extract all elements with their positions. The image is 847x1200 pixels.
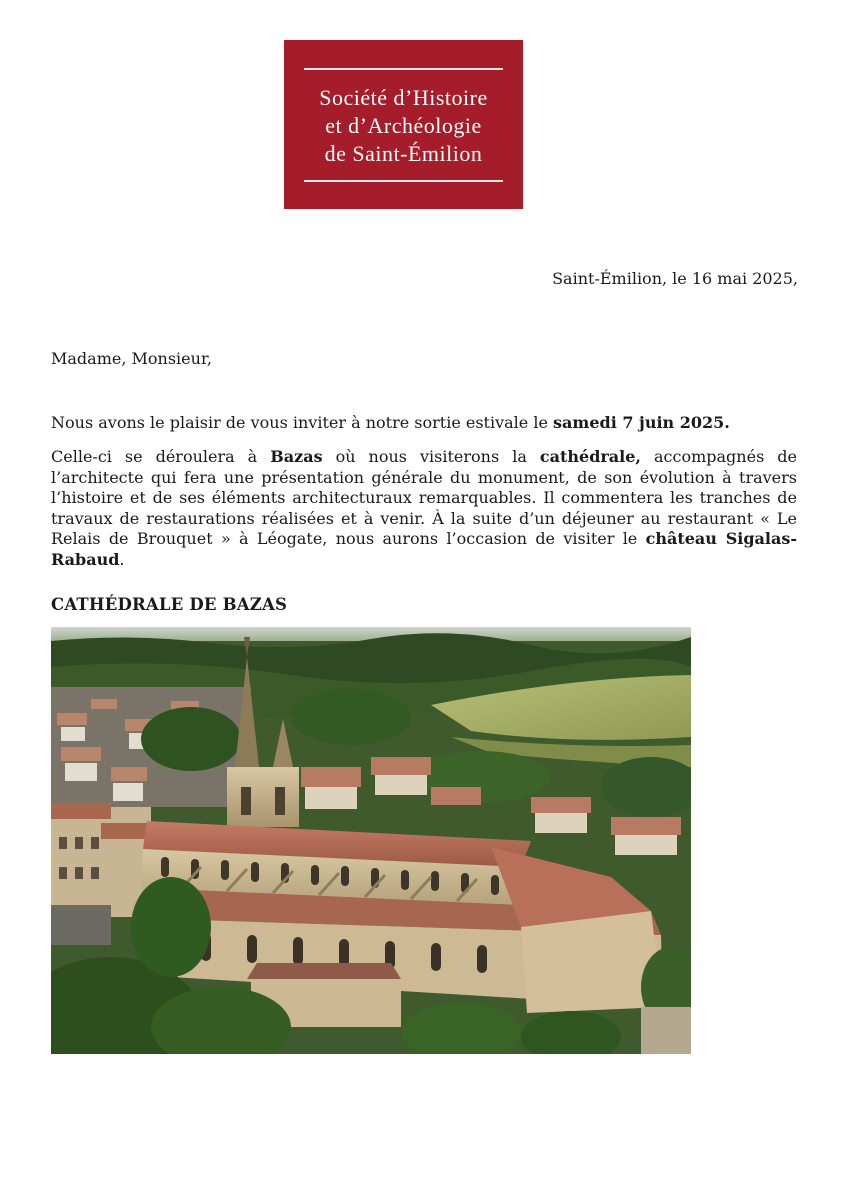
salutation: Madame, Monsieur, — [51, 349, 212, 368]
letter-date: Saint-Émilion, le 16 mai 2025, — [552, 269, 798, 288]
program-paragraph — [51, 447, 797, 570]
event-date: samedi 7 juin 2025. — [553, 413, 730, 432]
chateau-name: château Sigalas-Rabaud — [51, 529, 797, 569]
cathedral-photo — [51, 627, 691, 1054]
program-text-3: accompagnés de l’architecte qui fera une présentation générale du monument, de son évolution à travers l’histoire et de ses éléments architecturaux remarquables. Il commentera les tranches de travaux de restaurations réalisées et à venir. À la suite d’un déjeuner au restaurant « Le Relais de Brouquet » à Léogate, nous aurons l’occasion de visiter le — [51, 447, 798, 548]
logo-bottom-rule — [304, 180, 503, 182]
invitation-text: Nous avons le plaisir de vous inviter à notre sortie estivale le — [51, 413, 554, 432]
logo-line-2: et d’Archéologie — [325, 113, 482, 138]
logo-top-rule — [304, 68, 503, 70]
program-text-1: Celle-ci se déroulera à — [51, 447, 271, 466]
section-title: CATHÉDRALE DE BAZAS — [51, 595, 288, 614]
program-text-4: . — [119, 549, 125, 569]
logo-line-1: Société d’Histoire — [319, 85, 488, 110]
town-name: Bazas — [270, 447, 323, 466]
cathedral-word: cathédrale, — [539, 447, 641, 466]
society-logo — [284, 40, 523, 209]
logo-text — [284, 84, 523, 168]
invitation-paragraph — [51, 413, 797, 434]
logo-line-3: de Saint-Émilion — [324, 141, 483, 166]
program-text-2: où nous visiterons la — [322, 447, 540, 466]
